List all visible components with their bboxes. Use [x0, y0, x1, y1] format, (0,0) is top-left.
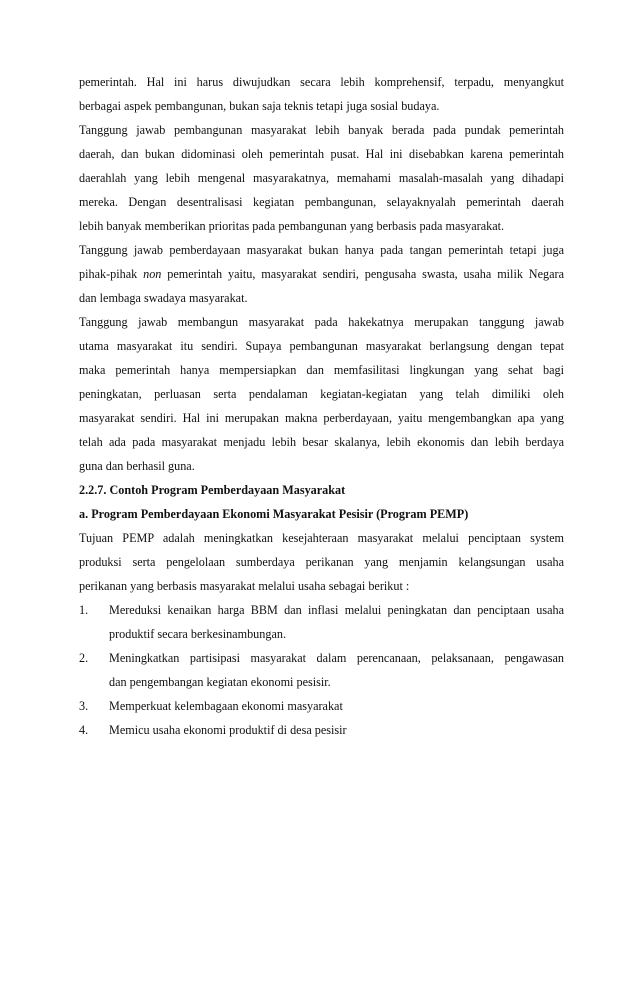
paragraph-line: Tanggung jawab pembangunan masyarakat lebih banyak berada pada pundak pemerintah [79, 123, 564, 137]
paragraph-line: daerahlah yang lebih mengenal masyarakatnya, memahami masalah-masalah yang dihadapi [79, 171, 564, 185]
paragraph-line [79, 262, 564, 286]
section-heading: 2.2.7. Contoh Program Pemberdayaan Masyarakat [79, 483, 346, 497]
paragraph-line: Tujuan PEMP adalah meningkatkan kesejahteraan masyarakat melalui penciptaan system [79, 531, 564, 545]
list-item [79, 598, 564, 622]
paragraph-line: dan lembaga swadaya masyarakat. [79, 291, 248, 305]
paragraph-line: lebih banyak memberikan prioritas pada pembangunan yang berbasis pada masyarakat. [79, 219, 505, 233]
paragraph-line: daerah, dan bukan didominasi oleh pemerintah pusat. Hal ini disebabkan karena pemerintah [79, 147, 564, 161]
list-item-continuation [79, 670, 564, 694]
list-item [79, 646, 564, 670]
italic-word: non [143, 267, 162, 281]
paragraph-line: produksi serta pengelolaan sumberdaya perikanan yang menjamin kelangsungan usaha [79, 555, 564, 569]
paragraph-line: utama masyarakat itu sendiri. Supaya pembangunan masyarakat berlangsung dengan tepat [79, 339, 564, 353]
document-body [79, 70, 564, 742]
paragraph-line: masyarakat sendiri. Hal ini merupakan makna perberdayaan, yaitu mengembangkan apa yang [79, 411, 564, 425]
list-item [79, 694, 564, 718]
paragraph-line: maka pemerintah hanya mempersiapkan dan memfasilitasi lingkungan yang sehat bagi [79, 363, 564, 377]
subsection-heading: a. Program Pemberdayaan Ekonomi Masyarakat Pesisir (Program PEMP) [79, 507, 469, 521]
paragraph-line: peningkatan, perluasan serta pendalaman kegiatan-kegiatan yang telah dimiliki oleh [79, 387, 564, 401]
list-text: Mereduksi kenaikan harga BBM dan inflasi melalui peningkatan dan penciptaan usaha [109, 603, 564, 617]
paragraph-line: pemerintah. Hal ini harus diwujudkan secara lebih komprehensif, terpadu, menyangkut [79, 75, 564, 89]
list-item-continuation [79, 622, 564, 646]
text-run: pemerintah yaitu, masyarakat sendiri, pengusaha swasta, usaha milik Negara [167, 267, 564, 281]
list-text: produktif secara berkesinambungan. [109, 627, 286, 641]
list-text: Memperkuat kelembagaan ekonomi masyarakat [109, 699, 343, 713]
paragraph-line: berbagai aspek pembangunan, bukan saja teknis tetapi juga sosial budaya. [79, 99, 440, 113]
list-number: 4. [79, 723, 89, 737]
list-text: dan pengembangan kegiatan ekonomi pesisir. [109, 675, 331, 689]
list-text: Meningkatkan partisipasi masyarakat dalam perencanaan, pelaksanaan, pengawasan [109, 651, 564, 665]
list-item [79, 718, 564, 742]
paragraph-line: Tanggung jawab membangun masyarakat pada hakekatnya merupakan tanggung jawab [79, 315, 564, 329]
paragraph-line: telah ada pada masyarakat menjadu lebih besar skalanya, lebih ekonomis dan lebih berdaya [79, 435, 564, 449]
text-run: pihak-pihak [79, 267, 138, 281]
list-number: 2. [79, 651, 89, 665]
paragraph-line: Tanggung jawab pemberdayaan masyarakat bukan hanya pada tangan pemerintah tetapi juga [79, 243, 564, 257]
paragraph-line: mereka. Dengan desentralisasi kegiatan pembangunan, selayaknyalah pemerintah daerah [79, 195, 564, 209]
list-text: Memicu usaha ekonomi produktif di desa pesisir [109, 723, 347, 737]
list-number: 3. [79, 699, 89, 713]
paragraph-line: guna dan berhasil guna. [79, 459, 195, 473]
list-number: 1. [79, 603, 89, 617]
paragraph-line: perikanan yang berbasis masyarakat melalui usaha sebagai berikut : [79, 579, 410, 593]
